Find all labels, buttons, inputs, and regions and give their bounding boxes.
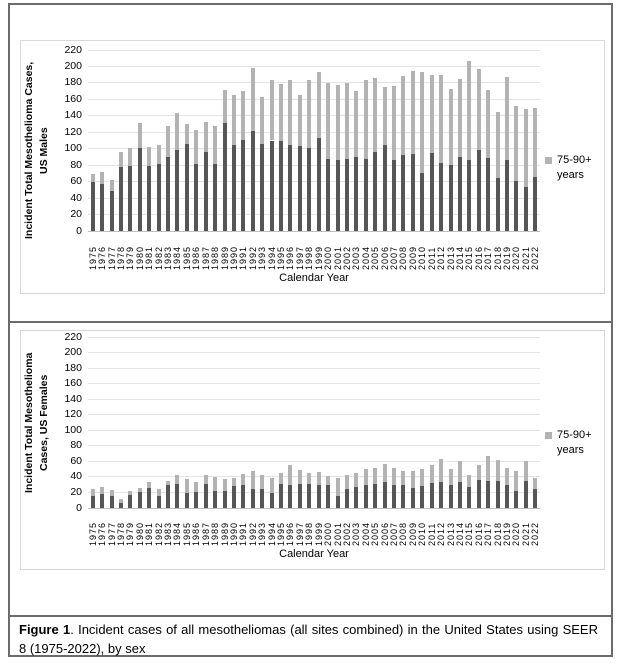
males-legend [545,153,603,183]
x-tick-label: 2014 [454,245,465,270]
y-tick-label: 200 [64,346,82,359]
x-tick-label: 2022 [530,521,541,546]
x-tick-label: 2017 [483,521,494,546]
x-tick-label: 1991 [238,521,249,546]
bar-segment-dark [411,488,415,508]
bar-segment-dark [449,485,453,508]
gridline [88,399,540,400]
x-tick-label: 1996 [285,245,296,270]
bar-segment-dark [439,482,443,508]
x-tick-label: 2008 [398,245,409,270]
y-tick-label: 120 [64,125,82,138]
x-tick-label: 1982 [153,521,164,546]
x-tick-label: 1993 [257,245,268,270]
bar-segment-light [477,465,481,480]
bar-segment-dark [354,487,358,508]
bar-segment-light [185,479,189,493]
bar-segment-light [392,468,396,485]
bar-segment-light [336,478,340,496]
x-tick-label: 2001 [332,521,343,546]
bar-segment-light [110,490,114,495]
x-tick-label: 2003 [351,521,362,546]
bar-segment-dark [260,489,264,508]
bar-segment-dark [486,481,490,508]
females-legend [545,428,603,458]
x-tick-label: 2022 [530,245,541,270]
x-tick-label: 2005 [370,245,381,270]
bar-segment-light [401,471,405,486]
bar-segment-dark [270,493,274,508]
y-axis-title-line: Incident Total Mesothelioma Cases, [23,61,35,240]
bar-segment-light [157,489,161,495]
x-tick-label: 2010 [417,521,428,546]
legend-marker-icon [545,432,552,439]
x-axis-line [88,508,540,509]
y-axis-title-line: Cases, US Females [38,374,50,471]
bar-segment-light [458,461,462,481]
bar-segment-light [467,475,471,487]
x-tick-label: 2017 [483,245,494,270]
bar-segment-dark [307,484,311,508]
bar-segment-light [411,471,415,488]
x-tick-label: 2012 [436,521,447,546]
bar-segment-dark [467,487,471,508]
bar-segment-dark [533,489,537,508]
x-tick-label: 1989 [219,245,230,270]
bar-segment-dark [496,481,500,508]
x-tick-label: 1978 [115,521,126,546]
x-tick-label: 2009 [407,245,418,270]
gridline [88,337,540,338]
x-tick-label: 2019 [502,245,513,270]
x-tick-label: 1981 [144,245,155,270]
y-tick-label: 100 [64,423,82,436]
x-tick-label: 2002 [341,521,352,546]
x-tick-label: 1976 [97,245,108,270]
x-tick-label: 2020 [511,521,522,546]
x-tick-label: 2021 [520,245,531,270]
bar-segment-light [175,475,179,484]
y-tick-label: 60 [70,175,82,188]
x-tick-label: 1990 [228,245,239,270]
bar-segment-light [364,469,368,485]
x-tick-label: 2009 [407,521,418,546]
bar-segment-light [91,489,95,495]
bar-segment-light [307,473,311,484]
x-tick-label: 2021 [520,521,531,546]
bar-segment-dark [383,482,387,508]
bar-segment-dark [138,492,142,508]
bar-segment-dark [147,488,151,508]
x-tick-label: 2015 [464,245,475,270]
x-tick-label: 2016 [473,245,484,270]
bar-segment-light [326,476,330,485]
bar-segment-light [270,478,274,493]
y-tick-label: 80 [70,158,82,171]
y-tick-label: 180 [64,361,82,374]
bar-segment-dark [373,484,377,508]
y-tick-label: 220 [64,43,82,56]
x-tick-label: 2011 [426,246,437,270]
bar-segment-light [514,471,518,491]
bar-segment-light [524,461,528,481]
x-tick-label: 1994 [266,245,277,270]
bar-segment-dark [317,485,321,508]
bar-segment-light [147,482,151,488]
gridline [88,368,540,369]
x-tick-label: 2010 [417,245,428,270]
bar-segment-dark [175,484,179,508]
bar-segment-dark [430,483,434,508]
x-tick-label: 2000 [323,521,334,546]
bar-segment-light [288,465,292,484]
x-tick-label: 2019 [502,521,513,546]
x-tick-label: 2013 [445,521,456,546]
x-tick-label: 1991 [238,245,249,270]
bar-segment-dark [298,484,302,508]
y-axis-title-line: Incident Total Mesothelioma [23,352,35,493]
x-tick-label: 1982 [153,245,164,270]
x-tick-label: 1993 [257,521,268,546]
bar-segment-light [166,481,170,486]
x-tick-label: 2007 [389,245,400,270]
x-tick-label: 2002 [341,245,352,270]
bar-segment-dark [505,485,509,508]
x-tick-label: 2005 [370,521,381,546]
gridline [88,414,540,415]
bar-segment-light [505,468,509,486]
bar-segment-light [251,471,255,488]
bar-segment-light [194,482,198,492]
x-tick-label: 1983 [163,521,174,546]
bar-segment-dark [166,485,170,508]
bar-segment-dark [110,496,114,508]
x-tick-label: 1998 [304,521,315,546]
bar-segment-light [439,459,443,482]
x-tick-label: 2006 [379,521,390,546]
bar-segment-dark [91,496,95,508]
bar-segment-dark [458,482,462,508]
x-tick-label: 1979 [125,521,136,546]
bar-segment-light [213,477,217,491]
y-tick-label: 140 [64,392,82,405]
bar-segment-light [317,472,321,484]
bar-segment-dark [185,493,189,508]
bar-segment-light [232,478,236,487]
bar-segment-light [496,460,500,481]
bar-segment-dark [251,489,255,508]
x-tick-label: 1990 [228,521,239,546]
x-tick-label: 1985 [181,245,192,270]
x-tick-label: 2012 [436,245,447,270]
x-tick-label: 1995 [276,245,287,270]
legend-label: 75-90+ years [557,154,592,181]
bar-segment-light [345,475,349,488]
x-tick-label: 2000 [323,245,334,270]
bar-segment-dark [128,495,132,508]
bar-segment-dark [392,485,396,508]
bar-segment-dark [326,485,330,508]
y-axis-title [22,327,56,518]
y-tick-label: 40 [70,191,82,204]
x-tick-label: 1984 [172,245,183,270]
gridline [88,383,540,384]
y-tick-label: 100 [64,142,82,155]
x-tick-label: 1994 [266,521,277,546]
x-tick-label: 2004 [360,245,371,270]
bar-segment-light [119,499,123,503]
bar-segment-dark [223,491,227,508]
y-tick-label: 180 [64,76,82,89]
bar-segment-light [241,474,245,485]
x-tick-label: 2013 [445,245,456,270]
x-tick-label: 1979 [125,245,136,270]
x-tick-label: 1987 [200,245,211,270]
x-tick-label: 1997 [294,245,305,270]
bar-segment-light [279,473,283,484]
females-x-axis-title: Calendar Year [279,548,349,560]
x-tick-label: 2004 [360,521,371,546]
y-tick-label: 20 [70,208,82,221]
x-tick-label: 1985 [181,521,192,546]
x-tick-label: 1988 [210,245,221,270]
males-x-axis-title: Calendar Year [279,272,349,284]
y-tick-label: 0 [76,224,82,237]
bar-segment-dark [345,489,349,508]
bar-segment-light [298,470,302,484]
bar-segment-light [204,475,208,484]
x-tick-label: 2018 [492,521,503,546]
x-tick-label: 1984 [172,521,183,546]
x-tick-label: 2001 [332,245,343,270]
figure-caption [10,620,607,658]
x-tick-label: 2003 [351,245,362,270]
bar-segment-light [449,469,453,485]
bar-segment-dark [288,485,292,508]
x-tick-label: 1975 [87,521,98,546]
x-tick-label: 1987 [200,521,211,546]
y-tick-label: 0 [76,501,82,514]
gridline [88,352,540,353]
x-tick-label: 1978 [115,245,126,270]
x-tick-label: 2016 [473,521,484,546]
legend-label: 75-90+ years [557,429,592,456]
x-tick-label: 1975 [87,245,98,270]
y-tick-label: 200 [64,59,82,72]
bar-segment-light [128,491,132,495]
bar-segment-dark [477,480,481,508]
x-tick-label: 1986 [191,521,202,546]
x-tick-label: 1980 [134,521,145,546]
bar-segment-light [430,465,434,483]
x-tick-label: 2014 [454,521,465,546]
bar-segment-light [354,473,358,487]
bar-segment-light [486,456,490,481]
bar-segment-light [383,464,387,482]
bar-segment-dark [213,491,217,508]
gridline [88,430,540,431]
x-tick-label: 1983 [163,245,174,270]
x-tick-label: 1981 [144,521,155,546]
bar-segment-dark [514,491,518,508]
figure-caption-text: . Incident cases of all mesotheliomas (all sites combined) in the United States using SEER 8 (1975-2022), by sex [19,622,598,656]
y-tick-label: 80 [70,439,82,452]
bar-segment-dark [364,485,368,508]
bar-segment-dark [241,485,245,508]
x-tick-label: 1999 [313,521,324,546]
x-tick-label: 2011 [426,522,437,546]
x-tick-label: 1997 [294,521,305,546]
bar-segment-dark [119,503,123,508]
x-tick-label: 1980 [134,245,145,270]
gridline [88,445,540,446]
bar-segment-light [223,479,227,491]
x-tick-label: 1992 [247,521,258,546]
figure-caption-label: Figure 1 [19,622,71,637]
y-tick-label: 120 [64,408,82,421]
y-tick-label: 40 [70,470,82,483]
y-axis-title-line: US Males [38,127,50,174]
x-tick-label: 1976 [97,521,108,546]
y-tick-label: 160 [64,377,82,390]
bar-segment-light [533,478,537,490]
y-tick-label: 140 [64,109,82,122]
bar-segment-light [420,469,424,486]
bar-segment-dark [194,492,198,508]
x-tick-label: 1995 [276,521,287,546]
x-tick-label: 1977 [106,521,117,546]
x-tick-label: 1992 [247,245,258,270]
bar-segment-dark [279,484,283,508]
y-tick-label: 160 [64,92,82,105]
bar-segment-light [138,488,142,492]
bar-segment-dark [401,485,405,508]
bar-segment-light [373,468,377,484]
bar-segment-dark [204,484,208,508]
y-tick-label: 220 [64,330,82,343]
x-tick-label: 2006 [379,245,390,270]
gridline [88,476,540,477]
bar-segment-light [100,487,104,494]
bar-segment-dark [524,481,528,508]
bar-segment-dark [420,486,424,508]
bar-segment-dark [336,496,340,508]
x-tick-label: 1999 [313,245,324,270]
bar-segment-light [260,475,264,488]
x-tick-label: 1977 [106,245,117,270]
x-tick-label: 1986 [191,245,202,270]
bar-segment-dark [157,496,161,508]
x-tick-label: 2020 [511,245,522,270]
x-tick-label: 1998 [304,245,315,270]
x-tick-label: 2018 [492,245,503,270]
legend-marker-icon [545,157,552,164]
gridline [88,461,540,462]
x-tick-label: 1988 [210,521,221,546]
x-tick-label: 1996 [285,521,296,546]
x-tick-label: 2008 [398,521,409,546]
y-tick-label: 60 [70,454,82,467]
bar-segment-dark [100,494,104,508]
bar-segment-dark [232,486,236,508]
x-tick-label: 1989 [219,521,230,546]
x-tick-label: 2007 [389,521,400,546]
x-tick-label: 2015 [464,521,475,546]
y-tick-label: 20 [70,485,82,498]
